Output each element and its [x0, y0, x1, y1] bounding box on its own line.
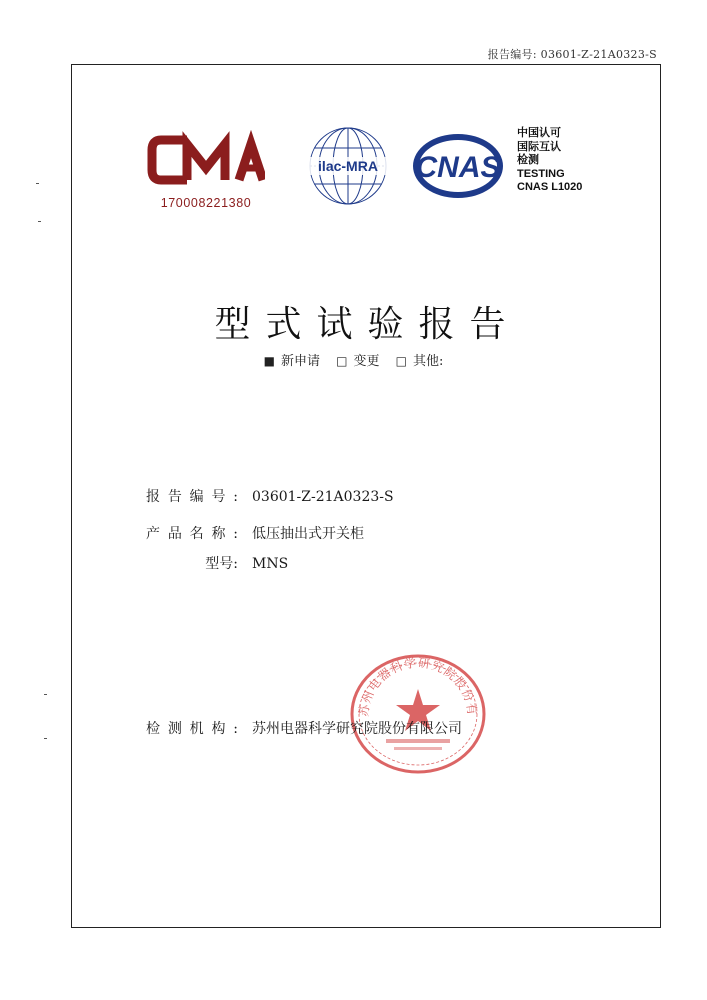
official-seal	[346, 651, 490, 777]
scan-speck	[44, 738, 47, 739]
scan-speck	[44, 694, 47, 695]
cnas-caption-line: 国际互认	[517, 140, 561, 153]
field-value: MNS	[252, 556, 289, 572]
option-new-application[interactable]: ■ 新申请	[263, 354, 320, 369]
cma-number: 170008221380	[160, 196, 252, 210]
cma-logo	[147, 130, 265, 214]
checkbox-empty-icon: □	[395, 354, 407, 368]
field-value: 苏州电器科学研究院股份有限公司	[252, 721, 462, 737]
field-value: 03601-Z-21A0323-S	[252, 489, 394, 505]
seal-text: 苏州电器科学研究院股份有	[356, 655, 480, 718]
field-label: 报告编号:	[146, 489, 238, 505]
cnas-caption-line: 中国认可	[517, 127, 561, 139]
scan-speck	[36, 183, 39, 184]
field-label: 检测机构:	[146, 721, 238, 737]
checkbox-checked-icon: ■	[263, 354, 275, 368]
field-label: 产品名称:	[146, 526, 238, 542]
field-label: 型号:	[205, 556, 238, 572]
ilac-mra-logo	[305, 124, 391, 208]
field-testing-organization	[146, 718, 462, 738]
field-value: 低压抽出式开关柜	[252, 526, 364, 542]
cnas-caption-line: 检测	[517, 154, 539, 166]
option-change[interactable]: □ 变更	[336, 354, 380, 369]
page-title: 型式试验报告	[214, 304, 521, 345]
header-report-number: 报告编号: 03601-Z-21A0323-S	[487, 48, 657, 61]
cnas-text: CNAS	[415, 151, 501, 184]
ilac-mra-text: ilac-MRA	[318, 158, 378, 174]
application-type-options	[0, 350, 707, 369]
cnas-logo	[410, 131, 506, 201]
checkbox-empty-icon: □	[336, 354, 348, 368]
cnas-caption-line: CNAS L1020	[517, 181, 583, 193]
field-model	[146, 553, 288, 573]
cnas-caption	[517, 127, 617, 195]
cnas-caption-line: TESTING	[517, 167, 565, 180]
field-report-number	[146, 486, 394, 506]
scan-speck	[38, 221, 41, 222]
option-other[interactable]: □ 其他:	[395, 354, 444, 369]
field-product-name	[146, 523, 364, 543]
